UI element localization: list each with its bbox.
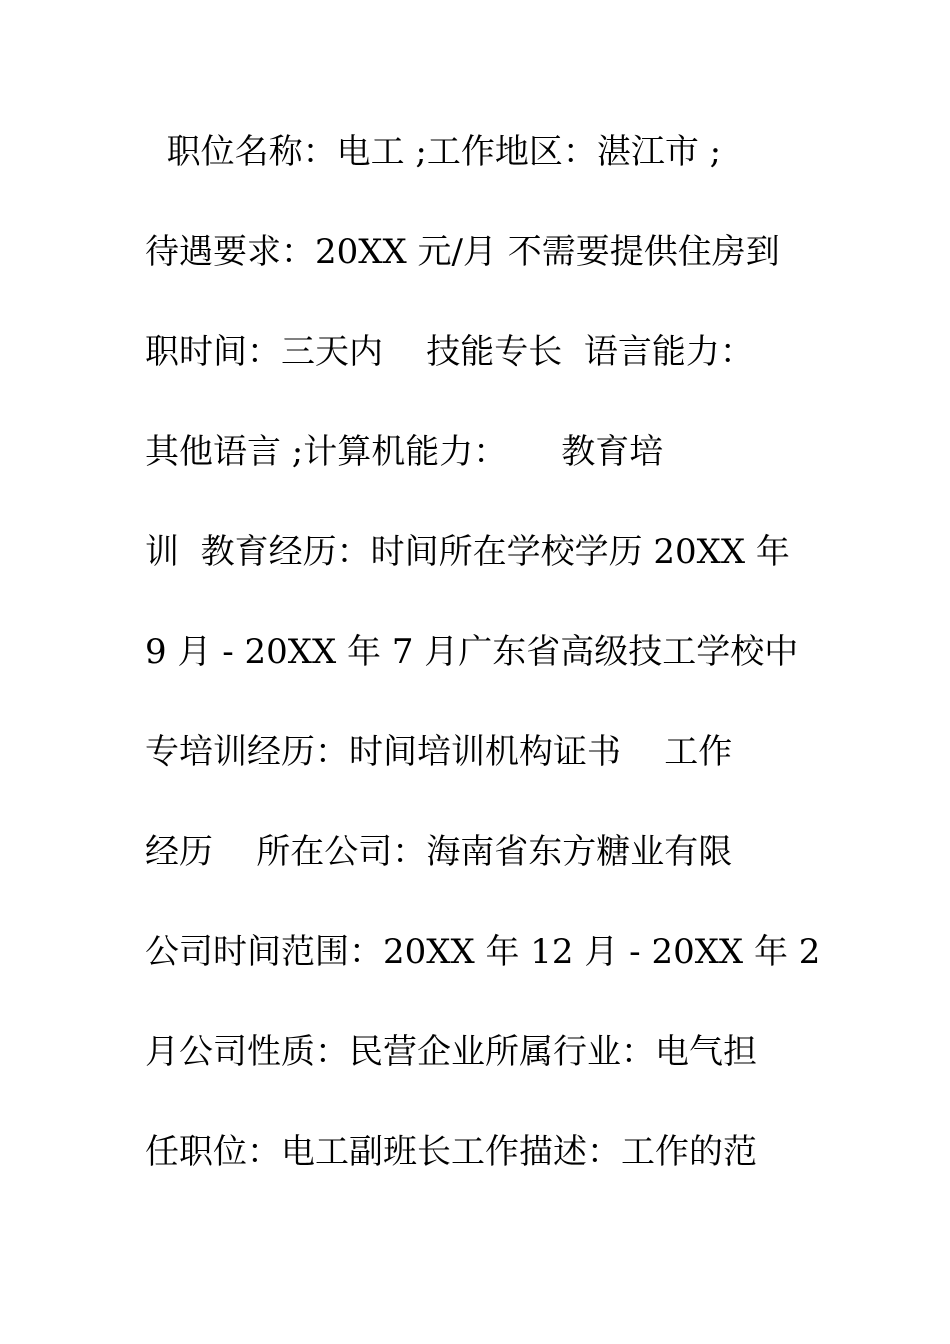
text-line: 9 月 - 20XX 年 7 月广东省高级技工学校中 [145, 632, 799, 672]
text-line: 任职位：电工副班长工作描述：工作的范 [145, 1132, 757, 1172]
text-line: 职位名称：电工 ;工作地区：湛江市 ; [145, 132, 722, 172]
text-line: 经历 所在公司：海南省东方糖业有限 [145, 832, 733, 872]
text-line: 训 教育经历：时间所在学校学历 20XX 年 [145, 532, 790, 572]
text-line: 待遇要求：20XX 元/月 不需要提供住房到 [145, 232, 780, 272]
text-line: 公司时间范围：20XX 年 12 月 - 20XX 年 2 [145, 932, 821, 972]
text-line: 月公司性质：民营企业所属行业：电气担 [145, 1032, 757, 1072]
text-line: 专培训经历：时间培训机构证书 工作 [145, 732, 733, 772]
text-line: 职时间：三天内 技能专长 语言能力： [145, 332, 754, 372]
text-line: 其他语言 ;计算机能力： 教育培 [145, 432, 664, 472]
